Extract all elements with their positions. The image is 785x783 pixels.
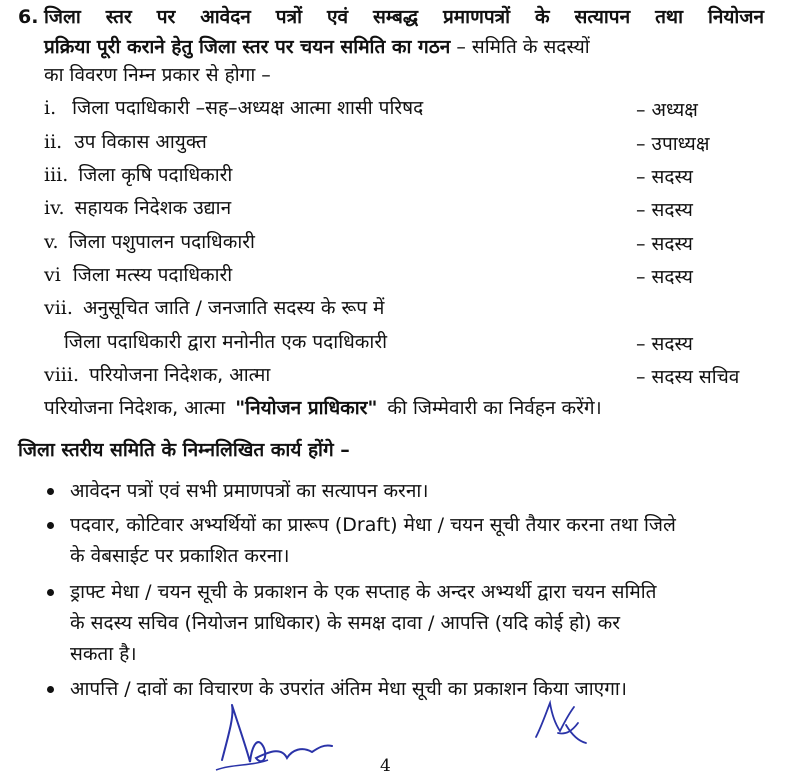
member-role: – सदस्य [636, 333, 693, 355]
member-role: – अध्यक्ष [636, 99, 698, 121]
member-number: vii. [44, 297, 73, 319]
member-number: ii. [44, 131, 63, 153]
signature-left [212, 700, 342, 780]
authority-note-pre: परियोजना निदेशक, आत्मा [44, 397, 226, 419]
member-row [44, 131, 207, 153]
member-number: v. [44, 231, 59, 253]
member-name: सहायक निदेशक उद्यान [74, 197, 232, 219]
member-name: उप विकास आयुक्त [74, 131, 207, 153]
bullet-icon [47, 522, 54, 529]
section-title-line3: का विवरण निम्न प्रकार से होगा – [44, 64, 271, 86]
section-title-bold: प्रक्रिया पूरी कराने हेतु जिला स्तर पर चयन समिति का गठन [44, 36, 451, 58]
duties-heading: जिला स्तरीय समिति के निम्नलिखित कार्य होंगे – [18, 439, 350, 461]
authority-note [44, 397, 602, 419]
duty-line: के सदस्य सचिव (नियोजन प्राधिकार) के समक्ष दावा / आपत्ति (यदि कोई हो) कर [70, 612, 620, 634]
member-name: अनुसूचित जाति / जनजाति सदस्य के रूप में [82, 297, 385, 319]
member-number: iii. [44, 164, 69, 186]
member-name: परियोजना निदेशक, आत्मा [89, 364, 271, 386]
bullet-icon [47, 589, 54, 596]
member-name: जिला पशुपालन पदाधिकारी [68, 231, 255, 253]
bullet-icon [47, 488, 54, 495]
member-number: vi [44, 264, 61, 286]
section-number: 6. [18, 6, 39, 28]
member-row [44, 364, 270, 386]
member-number: viii. [44, 364, 80, 386]
member-role: – सदस्य [636, 166, 693, 188]
member-number: iv. [44, 197, 65, 219]
member-name: जिला कृषि पदाधिकारी [78, 164, 233, 186]
authority-note-post: की जिम्मेवारी का निर्वहन करेंगे। [387, 397, 602, 419]
member-name-continued: जिला पदाधिकारी द्वारा मनोनीत एक पदाधिकारी [64, 331, 388, 353]
member-role: – सदस्य [636, 199, 693, 221]
section-title-line2 [44, 36, 590, 58]
member-role: – सदस्य [636, 233, 693, 255]
page-number: 4 [380, 756, 391, 776]
member-row [44, 231, 255, 253]
member-row [44, 297, 384, 319]
duty-line: सकता है। [70, 643, 137, 665]
authority-note-bold: "नियोजन प्राधिकार" [235, 397, 378, 419]
signature-right [528, 695, 598, 750]
bullet-icon [47, 686, 54, 693]
member-name: जिला पदाधिकारी –सह–अध्यक्ष आत्मा शासी परिषद [72, 97, 424, 119]
member-role: – सदस्य सचिव [636, 366, 740, 388]
duty-line: के वेबसाईट पर प्रकाशित करना। [70, 545, 290, 567]
member-row [44, 164, 232, 186]
duty-line: पदवार, कोटिवार अभ्यर्थियों का प्रारूप (Draft) मेधा / चयन सूची तैयार करना तथा जिले [70, 514, 676, 536]
section-title-rest: – समिति के सदस्यों [456, 36, 590, 58]
member-role: – सदस्य [636, 266, 693, 288]
duty-line: आवेदन पत्रों एवं सभी प्रमाणपत्रों का सत्यापन करना। [70, 480, 429, 502]
duty-line: ड्राफ्ट मेधा / चयन सूची के प्रकाशन के एक सप्ताह के अन्दर अभ्यर्थी द्वारा चयन समिति [70, 581, 657, 603]
member-row [44, 264, 232, 286]
member-number: i. [44, 97, 57, 119]
member-row [44, 197, 231, 219]
member-role: – उपाध्यक्ष [636, 133, 710, 155]
section-title-line1: जिला स्तर पर आवेदन पत्रों एवं सम्बद्ध प्रमाणपत्रों के सत्यापन तथा नियोजन [44, 6, 764, 28]
duty-line: आपत्ति / दावों का विचारण के उपरांत अंतिम मेधा सूची का प्रकाशन किया जाएगा। [70, 678, 628, 700]
member-row [44, 97, 423, 119]
member-name: जिला मत्स्य पदाधिकारी [72, 264, 233, 286]
